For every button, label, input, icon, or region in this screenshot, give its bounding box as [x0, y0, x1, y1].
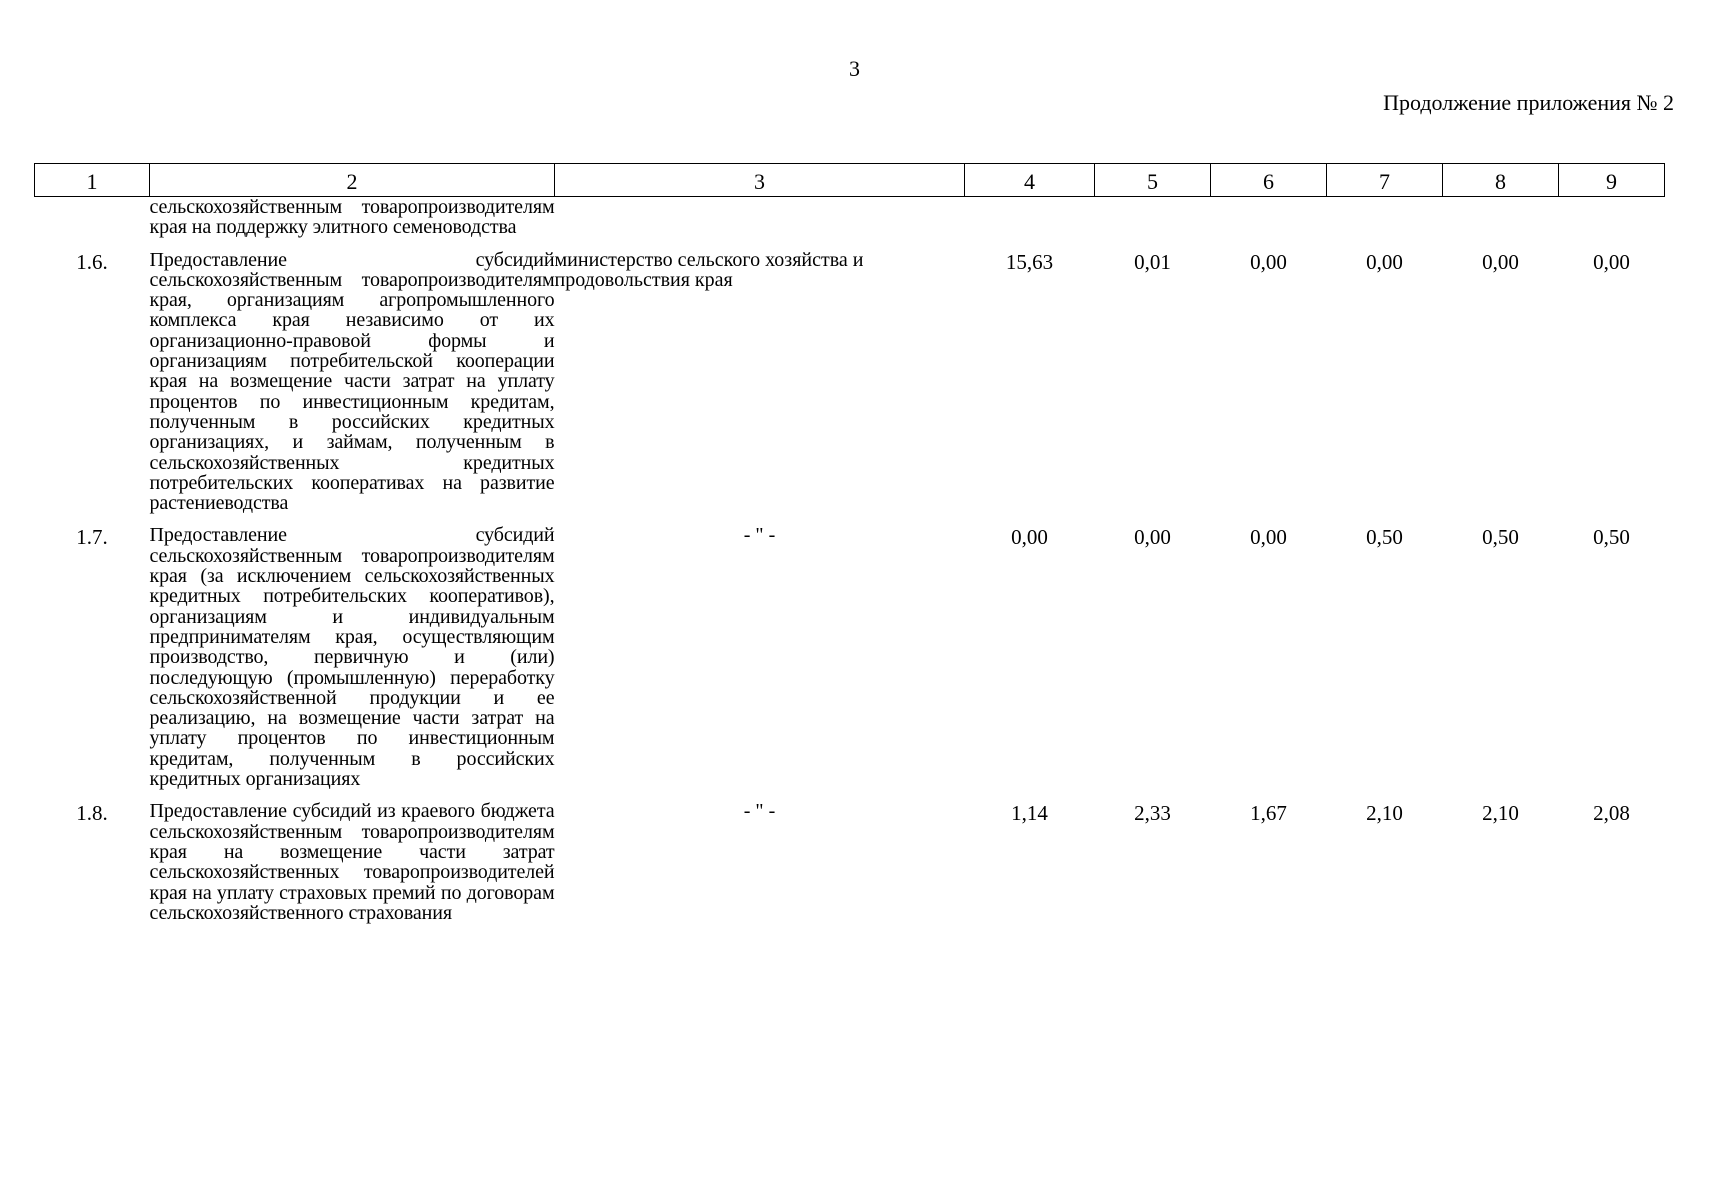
table-row [35, 801, 1665, 923]
column-header-4: 4 [965, 164, 1095, 197]
column-header-1: 1 [35, 164, 150, 197]
row-value-col8: 2,10 [1482, 801, 1519, 826]
row-value-col5: 0,01 [1134, 249, 1171, 274]
row-description: Предоставление субсидий сельскохозяйственным товаропроизводителям края (за исключением сельскохозяйственных кредитных потребительских кооперативов), организациям и индивидуальным предпринимателям края, осуществляющим производство, первичную и (или) последующую (промышленную) переработку сельскохозяйственной продукции и ее реализацию, на возмещение части затрат на уплату процентов по инвестиционным кредитам, полученным в российских кредитных организациях [149, 524, 555, 791]
table-row [35, 250, 1665, 514]
row-value-col9: 0,50 [1593, 525, 1630, 550]
row-executor: - " - [743, 800, 776, 823]
row-value-col9: 2,08 [1593, 801, 1630, 826]
appendix-continuation-label: Продолжение приложения № 2 [1383, 90, 1674, 115]
row-value-col4: 1,14 [1011, 801, 1048, 826]
column-header-8: 8 [1443, 164, 1559, 197]
column-header-3: 3 [555, 164, 965, 197]
continued-row [35, 197, 1665, 238]
column-header-6: 6 [1211, 164, 1327, 197]
row-executor: министерство сельского хозяйства и продовольствия края [554, 248, 864, 291]
row-value-col5: 0,00 [1134, 525, 1171, 550]
appendix-table [34, 163, 1665, 923]
row-value-col6: 0,00 [1250, 525, 1287, 550]
column-header-5: 5 [1095, 164, 1211, 197]
column-number-header-row [35, 164, 1665, 197]
row-number: 1.8. [76, 801, 108, 826]
row-executor: - " - [743, 524, 776, 547]
page-number: 3 [849, 56, 860, 81]
row-value-col4: 0,00 [1011, 525, 1048, 550]
row-number: 1.6. [76, 249, 108, 274]
row-description: Предоставление субсидий из краевого бюджета сельскохозяйственным товаропроизводителям края на возмещение части затрат сельскохозяйственных товаропроизводителей края на уплату страховых премий по договорам сельскохозяйственного страхования [149, 800, 555, 924]
row-value-col8: 0,50 [1482, 525, 1519, 550]
row-value-col6: 0,00 [1250, 249, 1287, 274]
column-header-9: 9 [1559, 164, 1665, 197]
row-value-col9: 0,00 [1593, 249, 1630, 274]
row-number: 1.7. [76, 525, 108, 550]
row-value-col6: 1,67 [1250, 801, 1287, 826]
row-value-col8: 0,00 [1482, 249, 1519, 274]
row-value-col5: 2,33 [1134, 801, 1171, 826]
column-header-7: 7 [1327, 164, 1443, 197]
row-value-col4: 15,63 [1005, 249, 1054, 274]
column-header-2: 2 [150, 164, 555, 197]
table-row [35, 525, 1665, 789]
row-description: Предоставление субсидий сельскохозяйственным товаропроизводителям края, организациям агропромышленного комплекса края независимо от их организационно-правовой формы и организациям потребительской кооперации края на возмещение части затрат на уплату процентов по инвестиционным кредитам, полученным в российских кредитных организациях, и займам, полученным в сельскохозяйственных кредитных потребительских кооперативах на развитие растениеводства [149, 248, 555, 515]
row-value-col7: 0,00 [1366, 249, 1403, 274]
row-value-col7: 0,50 [1366, 525, 1403, 550]
row-value-col7: 2,10 [1366, 801, 1403, 826]
continued-description: сельскохозяйственным товаропроизводителям края на поддержку элитного семеноводства [149, 196, 555, 239]
